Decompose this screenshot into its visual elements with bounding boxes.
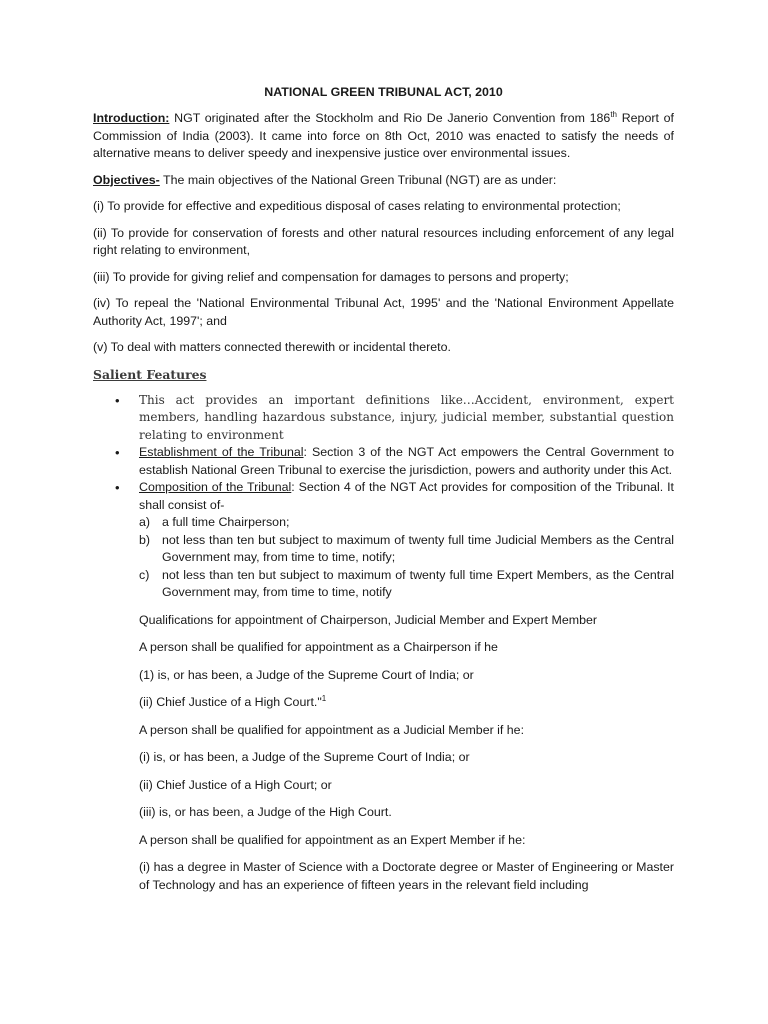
bullet-icon: • (115, 392, 120, 408)
judicial-member-intro: A person shall be qualified for appointment as a Judicial Member if he: (139, 722, 525, 737)
introduction-label: Introduction: (93, 111, 170, 125)
chairperson-criterion: (1) is, or has been, a Judge of the Supreme Court of India; or (139, 667, 474, 682)
judicial-criterion: (iii) is, or has been, a Judge of the High Court. (139, 805, 392, 819)
objectives-paragraph (93, 172, 674, 190)
sub-item-marker: c) (139, 567, 150, 582)
composition-text: : Section 4 of the NGT Act provides for composition of the Tribunal. It shall consist of- (139, 480, 674, 512)
establishment-label: Establishment of the Tribunal (139, 445, 304, 459)
chairperson-criterion-text: (ii) Chief Justice of a High Court." (139, 695, 322, 709)
introduction-text-continued: Report of Commission of India (2003). It came into force on 8th Oct, 2010 was enacted to satisfy the needs of alternative means to deliver speedy and inexpensive justice over environmental issues. (93, 111, 674, 160)
qualifications-heading: Qualifications for appointment of Chairperson, Judicial Member and Expert Member (139, 612, 597, 627)
objectives-text: The main objectives of the National Green Tribunal (NGT) are as under: (159, 172, 557, 187)
sub-item-text: not less than ten but subject to maximum of twenty full time Judicial Members as the Central Government may, from time to time, notify; (162, 532, 674, 564)
qualifications-section (139, 612, 674, 895)
objective-item: (i) To provide for effective and expeditious disposal of cases relating to environmental protection; (93, 199, 621, 213)
chairperson-criterion (139, 694, 674, 712)
objective-item: (ii) To provide for conservation of forests and other natural resources including enforcement of any legal right relating to environment, (93, 225, 674, 257)
bullet-icon: • (115, 445, 120, 460)
footnote-marker: 1 (321, 693, 327, 703)
judicial-criterion: (ii) Chief Justice of a High Court; or (139, 777, 332, 792)
introduction-paragraph (93, 110, 674, 163)
sub-item-text: not less than ten but subject to maximum of twenty full time Expert Members, as the Central Government may, from time to time, notify (162, 567, 674, 599)
list-item (139, 532, 674, 567)
bullet-icon: • (115, 480, 120, 495)
sub-item-marker: a) (139, 515, 151, 529)
composition-label: Composition of the Tribunal (139, 480, 292, 494)
list-item (93, 444, 674, 479)
salient-features-list (93, 392, 674, 602)
judicial-criterion: (i) is, or has been, a Judge of the Supreme Court of India; or (139, 750, 470, 764)
expert-member-intro: A person shall be qualified for appointment as an Expert Member if he: (139, 832, 526, 847)
establishment-text: : Section 3 of the NGT Act empowers the Central Government to establish National Green Tribunal to exercise the jurisdiction, powers and authority under this Act. (139, 445, 674, 477)
objectives-label: Objectives- (93, 172, 160, 187)
expert-criterion: (i) has a degree in Master of Science with a Doctorate degree or Master of Engineering or Master of Technology and has an experience of fifteen years in the relevant field including (139, 860, 674, 892)
chairperson-intro: A person shall be qualified for appointment as a Chairperson if he (139, 640, 498, 654)
salient-features-heading: Salient Features (93, 366, 207, 382)
introduction-text: NGT originated after the Stockholm and Rio De Janerio Convention from 186 (169, 111, 611, 125)
objective-item: (v) To deal with matters connected therewith or incidental thereto. (93, 340, 451, 354)
sub-item-marker: b) (139, 532, 151, 547)
definitions-bullet-text: This act provides an important definitions like…Accident, environment, expert members, handling hazardous substance, injury, judicial member, substantial question relating to environment (139, 392, 674, 442)
objective-item: (iii) To provide for giving relief and compensation for damages to persons and property; (93, 269, 569, 284)
objective-item: (iv) To repeal the 'National Environmental Tribunal Act, 1995' and the 'National Environment Appellate Authority Act, 1997'; and (93, 296, 674, 328)
list-item (93, 479, 674, 602)
introduction-superscript: th (610, 109, 617, 119)
list-item (139, 514, 674, 532)
document-title: NATIONAL GREEN TRIBUNAL ACT, 2010 (264, 85, 503, 99)
list-item (139, 567, 674, 602)
list-item (93, 392, 674, 445)
sub-item-text: a full time Chairperson; (162, 515, 290, 529)
document-body (93, 84, 674, 904)
composition-sublist (139, 514, 674, 602)
